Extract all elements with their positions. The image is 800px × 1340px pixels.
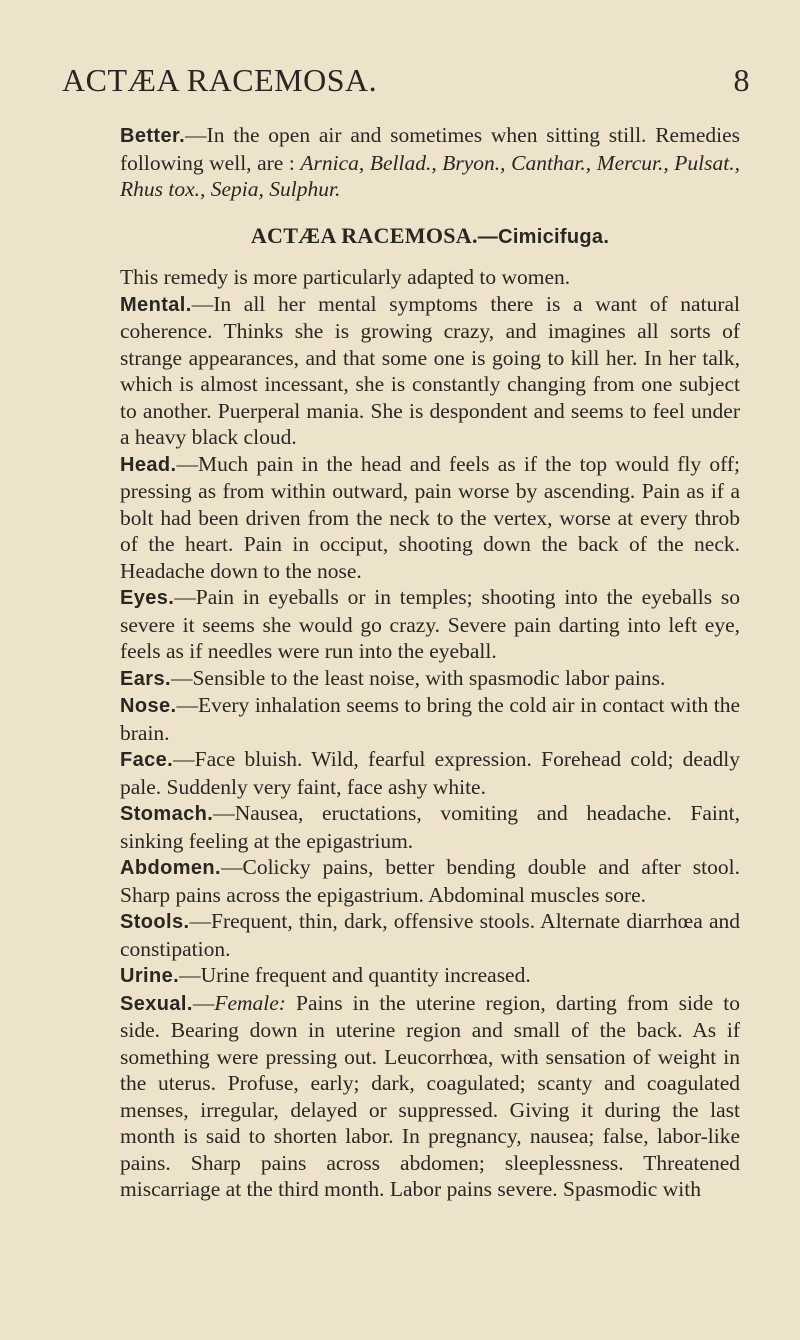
page-number: 8 xyxy=(733,62,750,98)
heading-nose: Nose. xyxy=(120,695,177,717)
remedies-list: Arnica, Bellad., Bryon., Canthar., Mercur., Pulsat., Rhus tox., Sepia, Sulphur. xyxy=(120,150,740,201)
running-head-title: ACTÆA RACEMOSA. xyxy=(62,62,378,98)
text-face: —Face bluish. Wild, fearful expression. Forehead cold; deadly pale. Suddenly very faint, face ashy white. xyxy=(120,747,740,799)
paragraph-nose xyxy=(120,692,740,746)
heading-mental: Mental. xyxy=(120,293,192,316)
text-better: —In the open air and sometimes when sitting still. Remedies following well, are : xyxy=(120,123,740,175)
text-mental: —In all her mental symptoms there is a want of natural coherence. Thinks she is growing crazy, and imagines all sorts of strange appearances, and that some one is going to kill her. In her talk, which is almost incessant, she is constantly changing from one subject to another. Puerperal mania. She is despondent and seems to feel under a heavy black cloud. xyxy=(120,291,740,449)
paragraph-mental xyxy=(120,291,740,451)
text-head: —Much pain in the head and feels as if the top would fly off; pressing as from within outward, pain worse by ascending. Pain as if a bolt had been driven from the neck to the vertex, worse at every throb of the heart. Pain in occiput, shooting down the back of the neck. Headache down to the nose. xyxy=(120,451,740,583)
heading-abdomen: Abdomen. xyxy=(120,857,221,879)
page-body xyxy=(120,122,740,1203)
section-title xyxy=(120,223,740,251)
paragraph-better xyxy=(120,122,740,203)
section-title-main: ACTÆA RACEMOSA. xyxy=(250,222,478,248)
text-sexual: Pains in the uterine region, darting from side to side. Bearing down in uterine region and small of the back. As if something were pressing out. Leucorrhœa, with sensation of weight in the uterus. Profuse, early; dark, coagulated; scanty and coagulated menses, irregular, delayed or suppressed. Giving it during the last month is said to shorten labor. In pregnancy, nausea; false, labor-like pains. Sharp pains across abdomen; sleeplessness. Threatened miscarriage at the third month. Labor pains severe. Spasmodic with xyxy=(120,990,740,1201)
section-title-subtitle: —Cimicifuga. xyxy=(477,225,610,248)
heading-head: Head. xyxy=(120,453,177,476)
heading-stools: Stools. xyxy=(120,911,190,933)
text-eyes: —Pain in eyeballs or in temples; shooting into the eyeballs so severe it seems she would go crazy. Severe pain darting into left eye, feels as if needles were run into the eyeball. xyxy=(120,585,740,663)
paragraph-stomach xyxy=(120,800,740,854)
sexual-dash: — xyxy=(192,990,215,1015)
text-abdomen: —Colicky pains, better bending double and after stool. Sharp pains across the epigastrium. Abdominal muscles sore. xyxy=(120,855,740,907)
paragraph-eyes xyxy=(120,584,740,665)
paragraph-head xyxy=(120,451,740,585)
paragraph-stools xyxy=(120,908,740,962)
heading-eyes: Eyes. xyxy=(120,587,175,609)
running-head xyxy=(60,62,750,102)
sexual-female-label: Female: xyxy=(214,990,286,1015)
heading-sexual: Sexual. xyxy=(120,992,193,1015)
paragraph-abdomen xyxy=(120,854,740,908)
heading-urine: Urine. xyxy=(120,965,180,987)
paragraph-ears xyxy=(120,665,740,693)
heading-better: Better. xyxy=(120,125,186,147)
paragraph-face xyxy=(120,746,740,800)
heading-stomach: Stomach. xyxy=(120,803,214,825)
paragraph-sexual xyxy=(120,990,740,1203)
text-ears: —Sensible to the least noise, with spasmodic labor pains. xyxy=(170,665,666,690)
text-stomach: —Nausea, eructations, vomiting and headache. Faint, sinking feeling at the epigastrium. xyxy=(120,801,740,853)
paragraph-urine xyxy=(120,962,740,990)
paragraph-intro: This remedy is more particularly adapted to women. xyxy=(120,265,571,289)
heading-ears: Ears. xyxy=(120,667,171,690)
text-stools: —Frequent, thin, dark, offensive stools. Alternate diarrhœa and constipation. xyxy=(120,909,740,961)
heading-face: Face. xyxy=(120,749,174,771)
text-nose: —Every inhalation seems to bring the cold air in contact with the brain. xyxy=(120,693,740,745)
text-urine: —Urine frequent and quantity increased. xyxy=(179,963,531,987)
